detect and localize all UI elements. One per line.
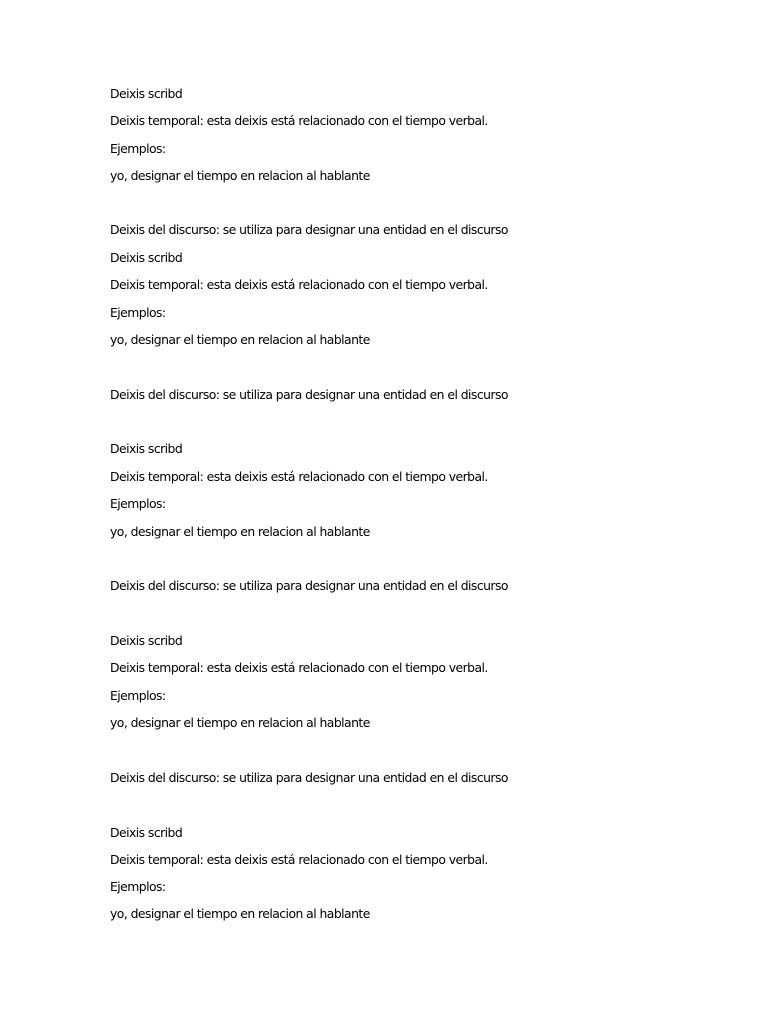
definition-line: Deixis del discurso: se utiliza para designar una entidad en el discurso — [110, 222, 508, 237]
examples-label: Ejemplos: — [110, 879, 166, 894]
definition-line: Deixis temporal: esta deixis está relacionado con el tiempo verbal. — [110, 852, 488, 867]
heading-line: Deixis scribd — [110, 441, 183, 456]
examples-label: Ejemplos: — [110, 496, 166, 511]
definition-line: Deixis temporal: esta deixis está relacionado con el tiempo verbal. — [110, 660, 488, 675]
example-line: yo, designar el tiempo en relacion al hablante — [110, 715, 370, 730]
example-line: yo, designar el tiempo en relacion al hablante — [110, 332, 370, 347]
example-line: yo, designar el tiempo en relacion al hablante — [110, 906, 370, 921]
heading-line: Deixis scribd — [110, 86, 183, 101]
example-line: yo, designar el tiempo en relacion al hablante — [110, 168, 370, 183]
definition-line: Deixis temporal: esta deixis está relacionado con el tiempo verbal. — [110, 277, 488, 292]
heading-line: Deixis scribd — [110, 250, 183, 265]
definition-line: Deixis del discurso: se utiliza para designar una entidad en el discurso — [110, 387, 508, 402]
definition-line: Deixis temporal: esta deixis está relacionado con el tiempo verbal. — [110, 469, 488, 484]
definition-line: Deixis temporal: esta deixis está relacionado con el tiempo verbal. — [110, 113, 488, 128]
examples-label: Ejemplos: — [110, 141, 166, 156]
definition-line: Deixis del discurso: se utiliza para designar una entidad en el discurso — [110, 770, 508, 785]
heading-line: Deixis scribd — [110, 825, 183, 840]
examples-label: Ejemplos: — [110, 688, 166, 703]
examples-label: Ejemplos: — [110, 305, 166, 320]
definition-line: Deixis del discurso: se utiliza para designar una entidad en el discurso — [110, 578, 508, 593]
heading-line: Deixis scribd — [110, 633, 183, 648]
example-line: yo, designar el tiempo en relacion al hablante — [110, 524, 370, 539]
